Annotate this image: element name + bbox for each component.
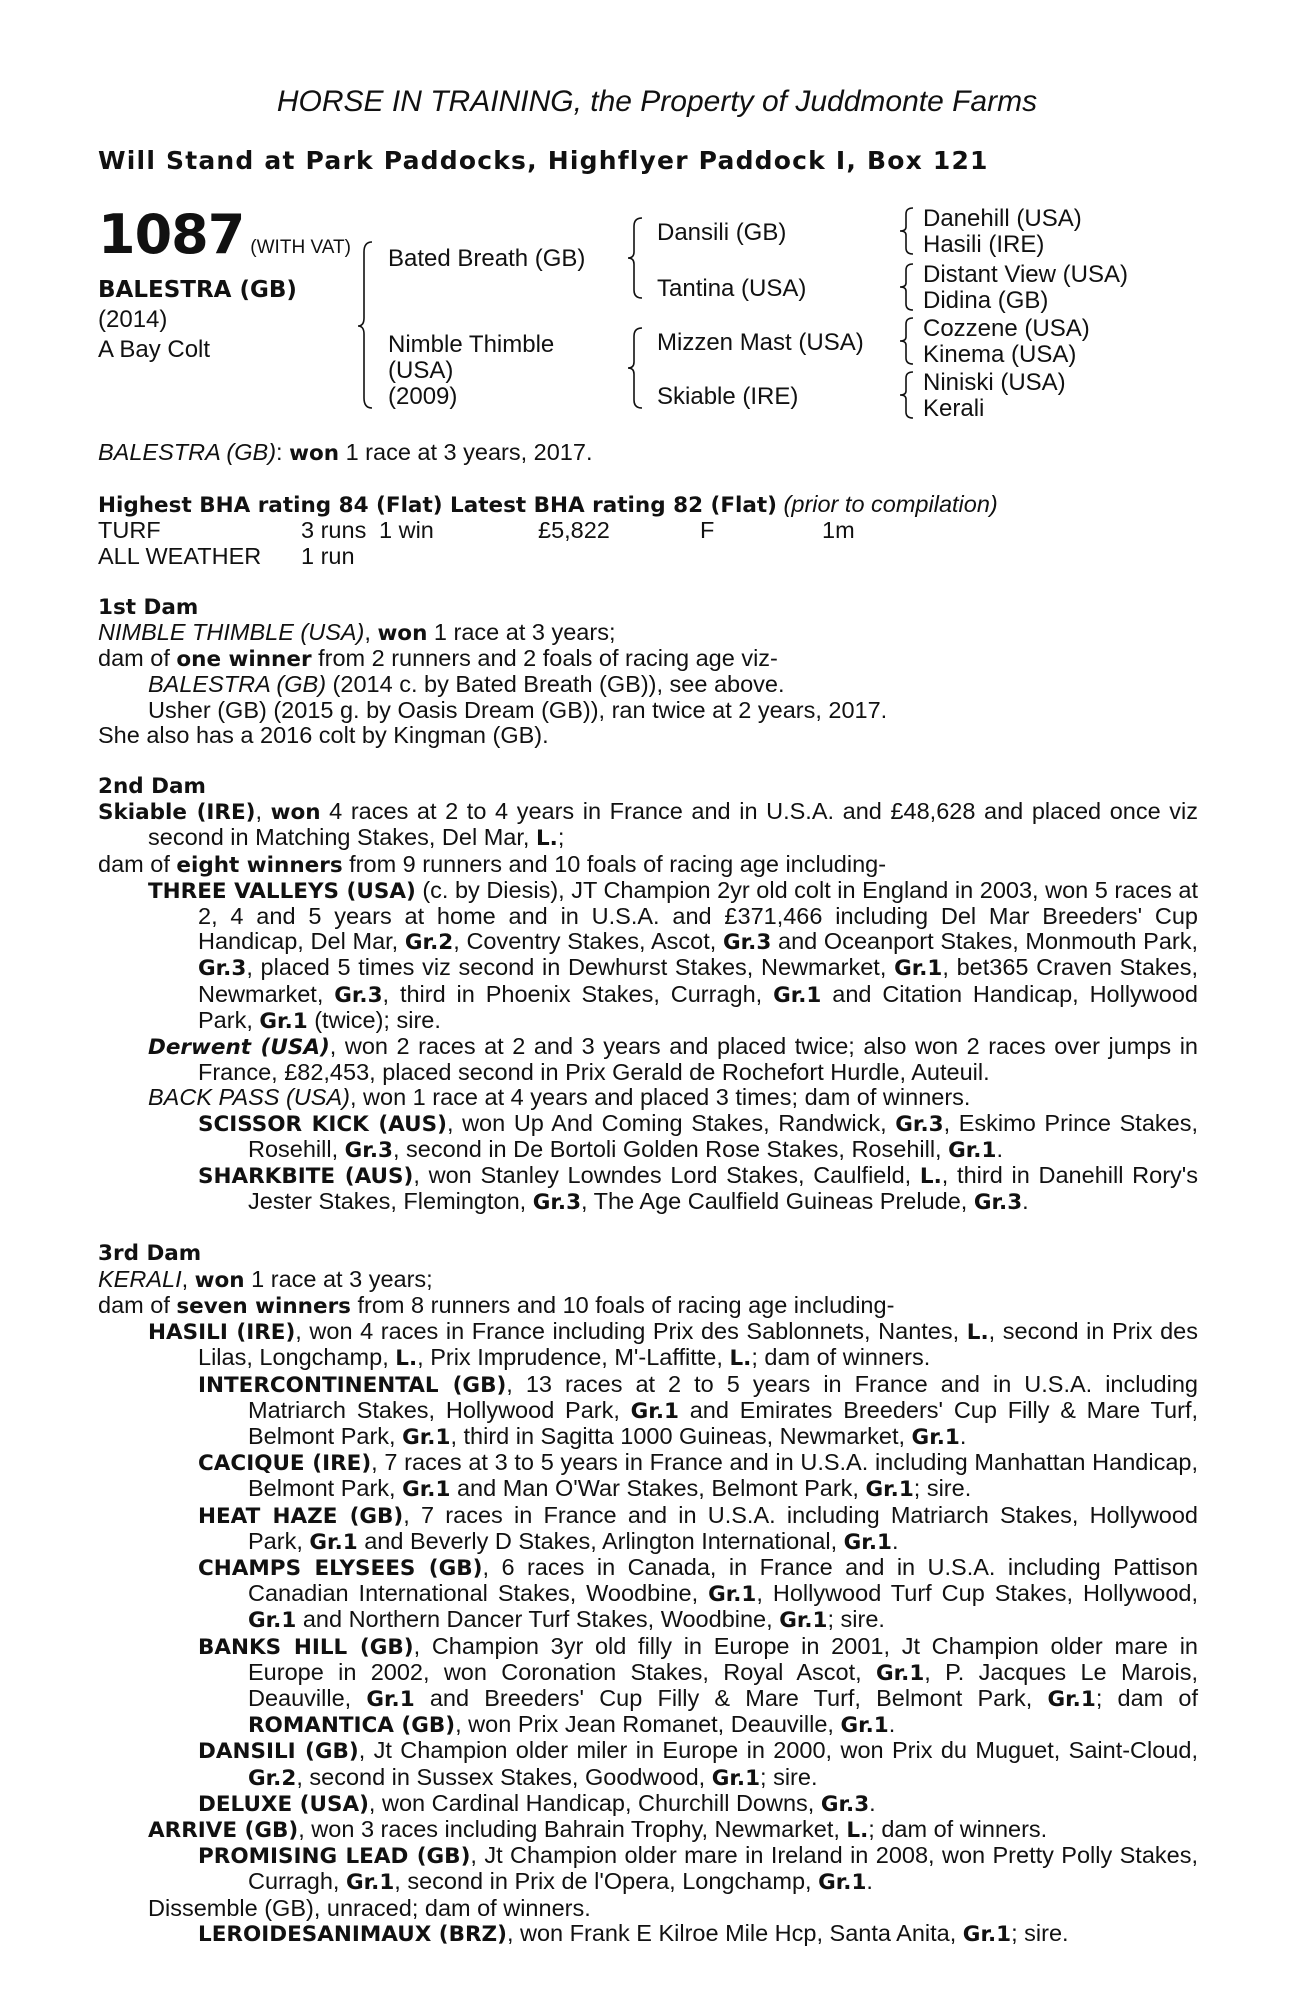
second-dam-heading: 2nd Dam: [98, 774, 206, 800]
third-dam-line: KERALI, won 1 race at 3 years;: [98, 1265, 433, 1293]
horse-description: A Bay Colt: [98, 336, 211, 363]
pedigree-brace-sire: [628, 216, 646, 300]
pedigree-brace-main: [358, 240, 378, 410]
entry-leroidesanimaux: LEROIDESANIMAUX (BRZ), won Frank E Kilroe Mile Hcp, Santa Anita, Gr.1; sire.: [198, 1919, 1069, 1947]
first-dam-note: She also has a 2016 colt by Kingman (GB).: [98, 721, 549, 748]
pedigree-dam-line1: Nimble Thimble: [388, 331, 555, 358]
pedigree-brace-dam: [628, 326, 646, 410]
entry-three-valleys: THREE VALLEYS (USA) (c. by Diesis), JT Champion 2yr old colt in England in 2003, won 5 races at 2, 4 and 5 years at home and in U.S.A. and £371,466 including Del Mar Breeders' Cup Handicap, Del Mar, Gr.2, Coventry Stakes, Ascot, Gr.3 and Oceanport Stakes, Monmouth Park, Gr.3, placed 5 times viz second in Dewhurst Stakes, Newmarket, Gr.1, bet365 Craven Stakes, Newmarket, Gr.3, third in Phoenix Stakes, Curragh, Gr.1 and Citation Handicap, Hollywood Park, Gr.1 (twice); sire.: [148, 876, 1199, 1034]
entry-banks-hill: BANKS HILL (GB), Champion 3yr old filly in Europe in 2001, Jt Champion older mare in Europe in 2002, won Coronation Stakes, Royal Ascot, Gr.1, P. Jacques Le Marois, Deauville, Gr.1 and Breeders' Cup Filly & Mare Turf, Belmont Park, Gr.1; dam of ROMANTICA (GB), won Prix Jean Romanet, Deauville, Gr.1.: [198, 1632, 1198, 1739]
entry-promising-lead: PROMISING LEAD (GB), Jt Champion older mare in Ireland in 2008, won Pretty Polly Stakes, Curragh, Gr.1, second in Prix de l'Opera, Longchamp, Gr.1.: [198, 1842, 1198, 1896]
first-dam-foal-usher: Usher (GB) (2015 g. by Oasis Dream (GB)), ran twice at 2 years, 2017.: [148, 696, 888, 723]
vat-note: (WITH VAT): [250, 237, 351, 258]
first-dam-produce: dam of one winner from 2 runners and 2 foals of racing age viz-: [98, 645, 778, 673]
stabling-location: Will Stand at Park Paddocks, Highflyer Paddock I, Box 121: [98, 146, 989, 175]
pedigree-dss: Cozzene (USA): [923, 315, 1090, 342]
pedigree-dam-line3: (2009): [388, 383, 458, 410]
pedigree-dam-sire: Mizzen Mast (USA): [657, 329, 864, 356]
pedigree-brace-ss: [900, 206, 916, 256]
entry-back-pass: BACK PASS (USA), won 1 race at 4 years and placed 3 times; dam of winners.: [148, 1084, 971, 1111]
third-dam-produce: dam of seven winners from 8 runners and 10 foals of racing age including-: [98, 1291, 895, 1319]
pedigree-dds: Niniski (USA): [923, 369, 1066, 396]
second-dam-line: Skiable (IRE), won 4 races at 2 to 4 years in France and in U.S.A. and £48,628 and placed once viz second in Matching Stakes, Del Mar, L.;: [98, 798, 1198, 852]
first-dam-line: NIMBLE THIMBLE (USA), won 1 race at 3 years;: [98, 619, 616, 647]
horse-year: (2014): [98, 306, 168, 333]
second-dam-produce: dam of eight winners from 9 runners and 10 foals of racing age including-: [98, 850, 887, 878]
pedigree-ssd: Hasili (IRE): [923, 231, 1045, 258]
pedigree-sire: Bated Breath (GB): [388, 245, 586, 272]
pedigree-sire-dam: Tantina (USA): [657, 275, 807, 302]
race-summary: BALESTRA (GB): won 1 race at 3 years, 2017.: [98, 439, 593, 466]
pedigree-sire-sire: Dansili (GB): [657, 219, 787, 246]
pedigree-dam-line2: (USA): [388, 357, 454, 384]
pedigree-brace-dd: [900, 370, 916, 420]
entry-cacique: CACIQUE (IRE), 7 races at 3 to 5 years in France and in U.S.A. including Manhattan Handicap, Belmont Park, Gr.1 and Man O'War Stakes, Belmont Park, Gr.1; sire.: [198, 1449, 1198, 1503]
entry-champs-elysees: CHAMPS ELYSEES (GB), 6 races in Canada, in France and in U.S.A. including Pattison Canadian International Stakes, Woodbine, Gr.1, Hollywood Turf Cup Stakes, Hollywood, Gr.1 and Northern Dancer Turf Stakes, Woodbine, Gr.1; sire.: [198, 1553, 1199, 1634]
entry-dansili: DANSILI (GB), Jt Champion older miler in Europe in 2000, won Prix du Muguet, Saint-Cloud, Gr.2, second in Sussex Stakes, Goodwood, Gr.1; sire.: [198, 1737, 1198, 1791]
entry-heat-haze: HEAT HAZE (GB), 7 races in France and in U.S.A. including Matriarch Stakes, Hollywood Park, Gr.1 and Beverly D Stakes, Arlington International, Gr.1.: [198, 1501, 1199, 1555]
first-dam-foal-balestra: BALESTRA (GB) (2014 c. by Bated Breath (GB)), see above.: [148, 671, 785, 698]
all-weather-record: ALL WEATHER 1 run: [98, 542, 355, 569]
first-dam-heading: 1st Dam: [98, 594, 199, 620]
third-dam-heading: 3rd Dam: [98, 1241, 202, 1267]
pedigree-dam-dam: Skiable (IRE): [657, 383, 799, 410]
page-header-title: HORSE IN TRAINING, the Property of Juddmonte Farms: [276, 85, 1038, 118]
horse-name: BALESTRA (GB): [98, 277, 297, 303]
entry-intercontinental: INTERCONTINENTAL (GB), 13 races at 2 to 5 years in France and in U.S.A. including Matriarch Stakes, Hollywood Park, Gr.1 and Emirates Breeders' Cup Filly & Mare Turf, Belmont Park, Gr.1, third in Sagitta 1000 Guineas, Newmarket, Gr.1.: [198, 1370, 1198, 1450]
pedigree-sds: Distant View (USA): [923, 261, 1128, 288]
entry-derwent: Derwent (USA), won 2 races at 2 and 3 years and placed twice; also won 2 races over jumps in France, £82,453, placed second in Prix Gerald de Rochefort Hurdle, Auteuil.: [148, 1033, 1198, 1086]
pedigree-brace-ds: [900, 316, 916, 366]
lot-number: 1087: [98, 203, 245, 266]
entry-scissor-kick: SCISSOR KICK (AUS), won Up And Coming Stakes, Randwick, Gr.3, Eskimo Prince Stakes, Rosehill, Gr.3, second in De Bortoli Golden Rose Stakes, Rosehill, Gr.1.: [198, 1109, 1199, 1163]
pedigree-brace-sd: [900, 262, 916, 312]
entry-dissemble: Dissemble (GB), unraced; dam of winners.: [148, 1894, 591, 1921]
horse-identity: [98, 275, 297, 365]
pedigree-sdd: Didina (GB): [923, 287, 1049, 314]
rating-line: Highest BHA rating 84 (Flat) Latest BHA rating 82 (Flat) (prior to compilation): [98, 491, 998, 519]
entry-hasili: HASILI (IRE), won 4 races in France including Prix des Sablonnets, Nantes, L., second in Prix des Lilas, Longchamp, L., Prix Imprudence, M'-Laffitte, L.; dam of winners.: [148, 1318, 1198, 1372]
turf-record: TURF 3 runs 1 win £5,822 F 1m: [98, 517, 855, 544]
lot-number-block: [98, 203, 351, 266]
entry-arrive: ARRIVE (GB), won 3 races including Bahrain Trophy, Newmarket, L.; dam of winners.: [148, 1815, 1048, 1843]
entry-sharkbite: SHARKBITE (AUS), won Stanley Lowndes Lord Stakes, Caulfield, L., third in Danehill Rory's Jester Stakes, Flemington, Gr.3, The Age Caulfield Guineas Prelude, Gr.3.: [198, 1162, 1199, 1216]
catalogue-body: [98, 440, 1198, 1947]
pedigree-dsd: Kinema (USA): [923, 341, 1077, 368]
entry-deluxe: DELUXE (USA), won Cardinal Handicap, Churchill Downs, Gr.3.: [198, 1789, 876, 1817]
pedigree-ddd: Kerali: [923, 395, 985, 422]
pedigree-sss: Danehill (USA): [923, 205, 1082, 232]
